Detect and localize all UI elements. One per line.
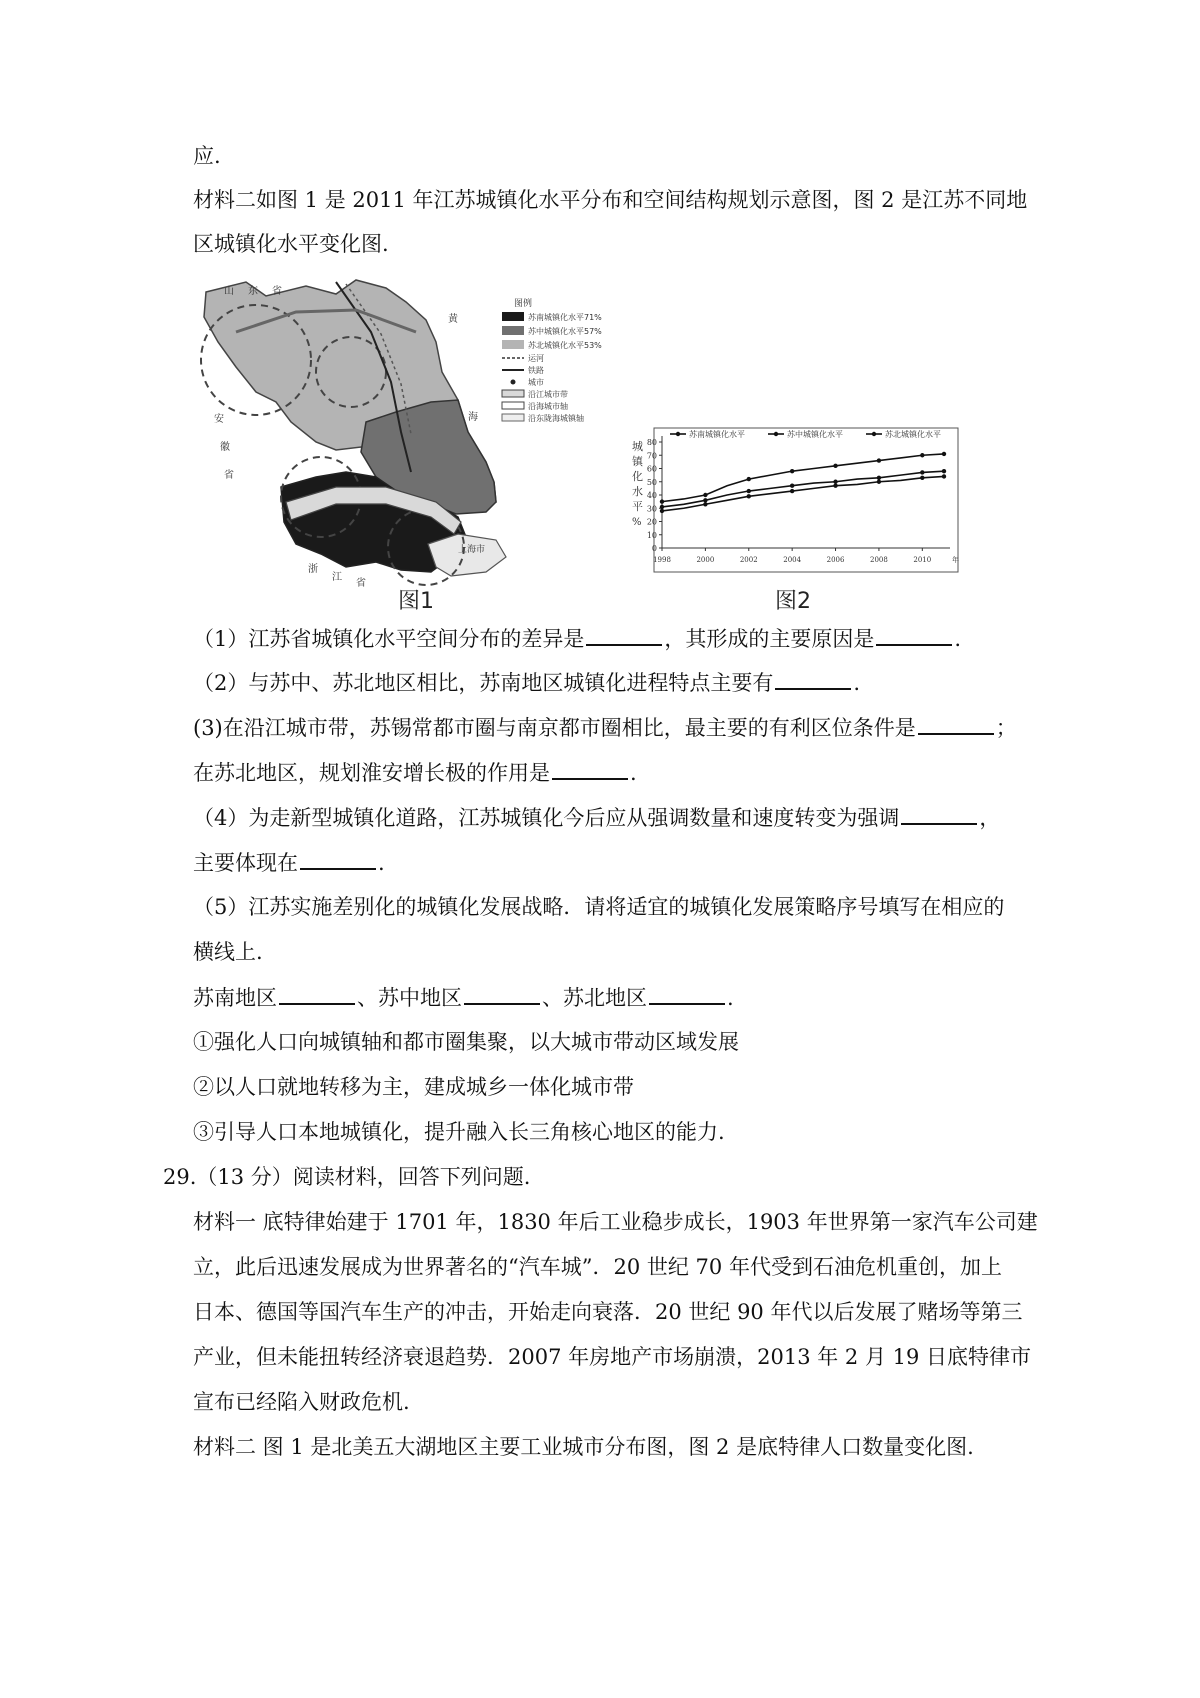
answer-blank[interactable] <box>876 624 952 646</box>
answer-blank[interactable] <box>300 848 376 870</box>
y-unit: % <box>632 517 642 528</box>
y-tick-label: 80 <box>646 438 657 447</box>
answer-blank[interactable] <box>279 983 355 1005</box>
legend-coast: 沿海城市轴 <box>528 402 568 411</box>
question-3: (3)在沿江城市带，苏锡常都市圈与南京都市圈相比，最主要的有利区位条件是 ； <box>193 713 1017 742</box>
series-point <box>877 480 881 484</box>
y-tick-label: 50 <box>646 477 657 487</box>
y-tick-label: 10 <box>646 530 657 540</box>
figure2-chart <box>622 420 962 580</box>
option-1: ①强化人口向城镇轴和都市圈集聚，以大城市带动区域发展 <box>193 1030 739 1054</box>
x-tick-label: 2006 <box>826 556 845 564</box>
x-tick-label: 2010 <box>913 556 932 564</box>
legend-belt: 沿江城市带 <box>528 390 568 399</box>
x-tick-label: 2000 <box>696 556 715 564</box>
x-tick-label: 2004 <box>783 556 802 564</box>
answer-blank[interactable] <box>464 983 540 1005</box>
legend-canal: 运河 <box>528 354 544 363</box>
map-label-huang: 黄 <box>448 314 458 325</box>
y-label-char: 水 <box>632 485 643 498</box>
legend-swatch-middle <box>502 326 524 335</box>
legend-swatch-belt <box>502 390 524 397</box>
map-label-sheng-3: 省 <box>356 578 366 589</box>
x-unit: 年 <box>952 556 959 564</box>
series-point <box>942 452 946 456</box>
legend-label-0: 苏南城镇化水平 <box>689 430 745 439</box>
x-tick-label: 1998 <box>653 556 671 564</box>
question-3-cont: 在苏北地区，规划淮安增长极的作用是 . <box>193 758 637 787</box>
map-label-jiang: 江 <box>332 572 342 583</box>
legend-swatch-south <box>502 312 524 321</box>
series-point <box>877 476 881 480</box>
legend-label-1: 苏中城镇化水平 <box>787 430 843 439</box>
chart-series <box>660 452 946 513</box>
series-point <box>942 474 946 478</box>
answer-blank[interactable] <box>586 624 662 646</box>
material-1-line-2: 立，此后迅速发展成为世界著名的“汽车城”．20 世纪 70 年代受到石油危机重创，加上 <box>193 1255 1002 1279</box>
text-line-1: 材料二如图 1 是 2011 年江苏城镇化水平分布和空间结构规划示意图，图 2 是江苏不同地 <box>193 188 1028 212</box>
y-label-char: 化 <box>632 470 643 483</box>
question-1: （1）江苏省城镇化水平空间分布的差异是 ，其形成的主要原因是 . <box>193 624 961 653</box>
legend-swatch-city <box>511 380 516 385</box>
answer-blank[interactable] <box>918 713 994 735</box>
legend-city: 城市 <box>528 378 544 387</box>
legend-railway: 铁路 <box>528 366 544 375</box>
series-point <box>703 498 707 502</box>
series-point <box>747 489 751 493</box>
map-legend <box>502 297 602 423</box>
series-point <box>703 493 707 497</box>
legend-north: 苏北城镇化水平53% <box>528 341 602 350</box>
answer-blank[interactable] <box>552 758 628 780</box>
material-1-line-1: 材料一 底特律始建于 1701 年，1830 年后工业稳步成长，1903 年世界第一家汽车公司建 <box>193 1210 1038 1234</box>
legend-south: 苏南城镇化水平71% <box>528 313 602 322</box>
legend-label-2: 苏北城镇化水平 <box>885 430 941 439</box>
legend-title: 图例 <box>514 299 533 309</box>
option-2: ②以人口就地转移为主，建成城乡一体化城市带 <box>193 1075 634 1099</box>
map-label-shanghai: 上海市 <box>458 545 486 555</box>
figure1-caption: 图1 <box>398 589 434 614</box>
map-label-shan: 山 <box>224 286 234 297</box>
map-label-hai: 海 <box>468 412 478 423</box>
figure2-caption: 图2 <box>775 589 811 614</box>
legend-swatch-coast <box>502 402 524 409</box>
y-label-char: 平 <box>632 500 643 513</box>
map-label-an: 安 <box>214 414 224 425</box>
series-point <box>920 470 924 474</box>
legend-marker-2 <box>872 432 876 436</box>
text-line-0: 应. <box>193 144 221 168</box>
question-5-cont: 横线上. <box>193 940 263 964</box>
legend-middle: 苏中城镇化水平57% <box>528 327 602 336</box>
material-2: 材料二 图 1 是北美五大湖地区主要工业城市分布图，图 2 是底特律人口数量变化图. <box>193 1435 974 1459</box>
legend-marker-0 <box>676 432 680 436</box>
map-shanghai <box>428 534 506 576</box>
series-point <box>920 476 924 480</box>
question-4-cont: 主要体现在 . <box>193 848 385 877</box>
question-5: （5）江苏实施差别化的城镇化发展战略．请将适宜的城镇化发展策略序号填写在相应的 <box>193 895 1005 919</box>
y-tick-label: 0 <box>651 544 657 553</box>
series-point <box>877 458 881 462</box>
material-1-line-5: 宣布已经陷入财政危机. <box>193 1390 410 1414</box>
series-point <box>833 464 837 468</box>
answer-blank[interactable] <box>775 668 851 690</box>
y-tick-label: 30 <box>646 504 657 514</box>
map-label-sheng-2: 省 <box>224 470 234 481</box>
series-point <box>747 494 751 498</box>
question-4: （4）为走新型城镇化道路，江苏城镇化今后应从强调数量和速度转变为强调 ， <box>193 803 1000 832</box>
map-label-sheng-1: 省 <box>272 286 282 297</box>
x-tick-label: 2002 <box>739 556 758 564</box>
map-label-dong: 东 <box>248 286 258 297</box>
y-tick-label: 70 <box>646 451 657 461</box>
x-tick-label: 2008 <box>870 556 888 564</box>
y-label-char: 城 <box>632 440 643 453</box>
legend-swatch-north <box>502 340 524 349</box>
series-point <box>747 477 751 481</box>
series-point <box>790 489 794 493</box>
series-point <box>790 469 794 473</box>
y-label-char: 镇 <box>632 455 643 468</box>
chart-legend <box>670 429 941 439</box>
legend-marker-1 <box>774 432 778 436</box>
answer-blank[interactable] <box>901 803 977 825</box>
series-point <box>833 484 837 488</box>
region-blanks: 苏南地区 、苏中地区 、苏北地区 . <box>193 983 734 1012</box>
material-1-line-4: 产业，但未能扭转经济衰退趋势．2007 年房地产市场崩溃，2013 年 2 月 19 日底特律市 <box>193 1345 1032 1369</box>
option-3: ③引导人口本地城镇化，提升融入长三角核心地区的能力. <box>193 1120 725 1144</box>
series-point <box>920 453 924 457</box>
series-point <box>660 509 664 513</box>
series-point <box>660 499 664 503</box>
map-label-zhe: 浙 <box>308 564 318 575</box>
legend-longhai: 沿东陇海城镇轴 <box>528 414 584 423</box>
series-point <box>833 480 837 484</box>
series-point <box>703 502 707 506</box>
figure1-map <box>196 272 636 590</box>
question-2: （2）与苏中、苏北地区相比，苏南地区城镇化进程特点主要有 . <box>193 668 860 697</box>
series-point <box>942 469 946 473</box>
question-29-heading: 29.（13 分）阅读材料，回答下列问题. <box>163 1165 531 1189</box>
y-tick-label: 40 <box>646 491 657 500</box>
answer-blank[interactable] <box>649 983 725 1005</box>
y-tick-label: 60 <box>646 464 657 474</box>
material-1-line-3: 日本、德国等国汽车生产的冲击，开始走向衰落．20 世纪 90 年代以后发展了赌场等第三 <box>193 1300 1023 1324</box>
text-line-2: 区城镇化水平变化图. <box>193 232 389 256</box>
series-point <box>790 484 794 488</box>
legend-swatch-longhai <box>502 414 524 421</box>
series-point <box>660 505 664 509</box>
y-tick-label: 20 <box>646 517 657 527</box>
map-label-hui: 徽 <box>220 442 230 453</box>
